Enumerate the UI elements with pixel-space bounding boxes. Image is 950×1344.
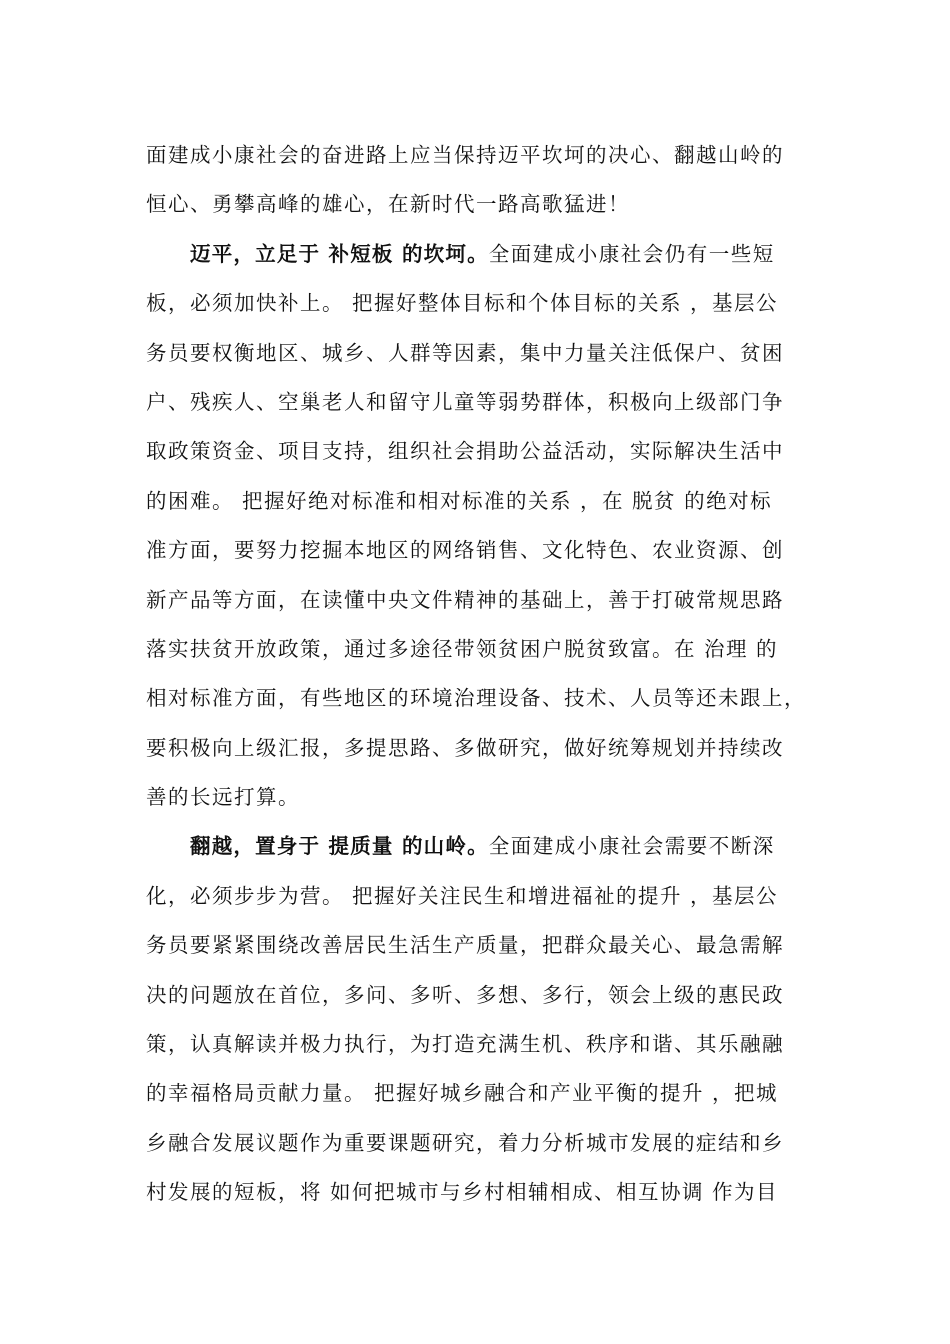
text-line: 乡融合发展议题作为重要课题研究，着力分析城市发展的症结和乡 [146,1130,784,1155]
paragraph-heading: 翻越，置身于 提质量 的山岭。 [190,834,489,859]
text-line: 的幸福格局贡献力量。 把握好城乡融合和产业平衡的提升 ，把城 [146,1081,779,1106]
text-line: 落实扶贫开放政策，通过多途径带领贫困户脱贫致富。在 治理 的 [146,636,779,661]
text-line: 恒心、勇攀高峰的雄心，在新时代一路高歌猛进！ [146,192,630,217]
text-line: 村发展的短板，将 如何把城市与乡村相辅相成、相互协调 作为目 [146,1180,779,1205]
paragraph-heading: 迈平，立足于 补短板 的坎坷。 [190,241,489,266]
text-line: 新产品等方面，在读懂中央文件精神的基础上，善于打破常规思路 [146,587,784,612]
paragraph-first-line [146,230,806,279]
text-line: 务员要权衡地区、城乡、人群等因素，集中力量关注低保户、贫困 [146,340,784,365]
text-line: 相对标准方面，有些地区的环境治理设备、技术、人员等还未跟上， [146,686,806,711]
text-line: 化，必须步步为营。 把握好关注民生和增进福祉的提升 ，基层公 [146,883,779,908]
text-line: 取政策资金、项目支持，组织社会捐助公益活动，实际解决生活中 [146,439,784,464]
text-line: 策，认真解读并极力执行，为打造充满生机、秩序和谐、其乐融融 [146,1032,784,1057]
paragraph-first-line [146,822,806,871]
text-line: 板，必须加快补上。 把握好整体目标和个体目标的关系 ，基层公 [146,291,779,316]
text-line: 面建成小康社会的奋进路上应当保持迈平坎坷的决心、翻越山岭的 [146,143,784,167]
document-body [146,131,806,1218]
text-run: 全面建成小康社会仍有一些短 [488,241,775,266]
text-line: 准方面，要努力挖掘本地区的网络销售、文化特色、农业资源、创 [146,538,784,563]
text-line: 决的问题放在首位，多问、多听、多想、多行，领会上级的惠民政 [146,982,784,1007]
text-line: 善的长远打算。 [146,785,300,810]
text-line: 要积极向上级汇报，多提思路、多做研究，做好统筹规划并持续改 [146,735,784,760]
text-line: 户、残疾人、空巢老人和留守儿童等弱势群体，积极向上级部门争 [146,389,784,414]
text-line: 的困难。 把握好绝对标准和相对标准的关系 ，在 脱贫 的绝对标 [146,488,773,513]
text-run: 全面建成小康社会需要不断深 [488,834,775,859]
text-line: 务员要紧紧围绕改善居民生活生产质量，把群众最关心、最急需解 [146,933,784,958]
